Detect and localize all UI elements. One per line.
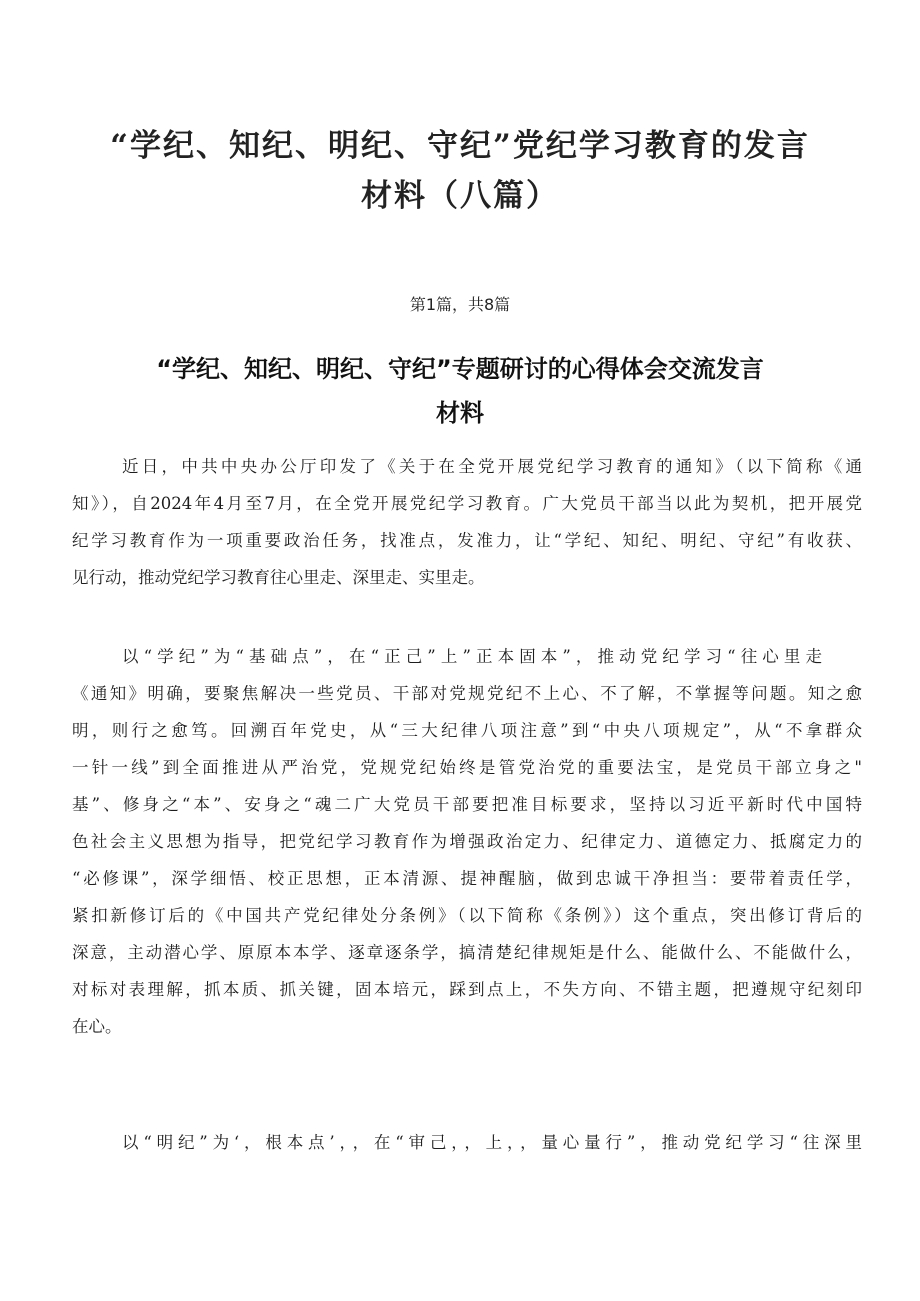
paragraph-line: “必修课”，深学细悟、校正思想，正本清源、提神醒脑，做到忠诚干净担当：要带着责任学， [72, 869, 862, 888]
paragraph-line: 紧扣新修订后的《中国共产党纪律处分条例》（以下简称《条例》）这个重点，突出修订背后的 [72, 906, 862, 925]
paragraph-line: 对标对表理解，抓本质、抓关键，固本培元，踩到点上，不失方向、不错主题，把遵规守纪刻印 [72, 980, 862, 999]
paragraph-line: 《通知》明确，要聚焦解决一些党员、干部对党规党纪不上心、不了解，不掌握等问题。知之愈 [72, 684, 862, 703]
paragraph-line: 深意，主动潜心学、原原本本学、逐章逐条学，搞清楚纪律规矩是什么、能做什么、不能做什么， [72, 943, 862, 962]
part-label: 第1篇，共8篇 [409, 295, 511, 314]
article-title-line-1: “学纪、知纪、明纪、守纪”专题研讨的心得体会交流发言 [156, 355, 764, 383]
paragraph-line: 近日，中共中央办公厅印发了《关于在全党开展党纪学习教育的通知》（以下简称《通 [122, 457, 862, 476]
paragraph-line: 以“学纪”为“基础点”，在“正己”上”正本固本”，推动党纪学习“往心里走 [122, 647, 822, 666]
paragraph-line: 知》），自2024年4月至7月，在全党开展党纪学习教育。广大党员干部当以此为契机，把开展党 [72, 494, 862, 513]
paragraph-line: 明，则行之愈笃。回溯百年党史，从“三大纪律八项注意”到“中央八项规定”，从“不拿群众 [72, 721, 862, 740]
paragraph-line: 基”、修身之“本”、安身之“魂二广大党员干部要把准目标要求，坚持以习近平新时代中国特 [72, 795, 862, 814]
document-title-line-2: 材料（八篇） [361, 178, 559, 214]
paragraph-line: 见行动，推动党纪学习教育往心里走、深里走、实里走。 [72, 568, 485, 587]
paragraph-line: 以“明纪”为‘，根本点’，，在“审己，，上，，量心量行”，推动党纪学习“往深里 [122, 1133, 862, 1152]
article-title-line-2: 材料 [436, 399, 484, 427]
paragraph-line: 一针一线”到全面推进从严治党，党规党纪始终是管党治党的重要法宝，是党员干部立身之" [72, 758, 862, 777]
paragraph-line: 在心。 [72, 1017, 122, 1036]
document-title-line-1: “学纪、知纪、明纪、守纪”党纪学习教育的发言 [110, 128, 810, 164]
paragraph-line: 纪学习教育作为一项重要政治任务，找准点，发准力，让“学纪、知纪、明纪、守纪”有收获、 [72, 531, 862, 550]
paragraph-line: 色社会主义思想为指导，把党纪学习教育作为增强政治定力、纪律定力、道德定力、抵腐定力的 [72, 832, 862, 851]
